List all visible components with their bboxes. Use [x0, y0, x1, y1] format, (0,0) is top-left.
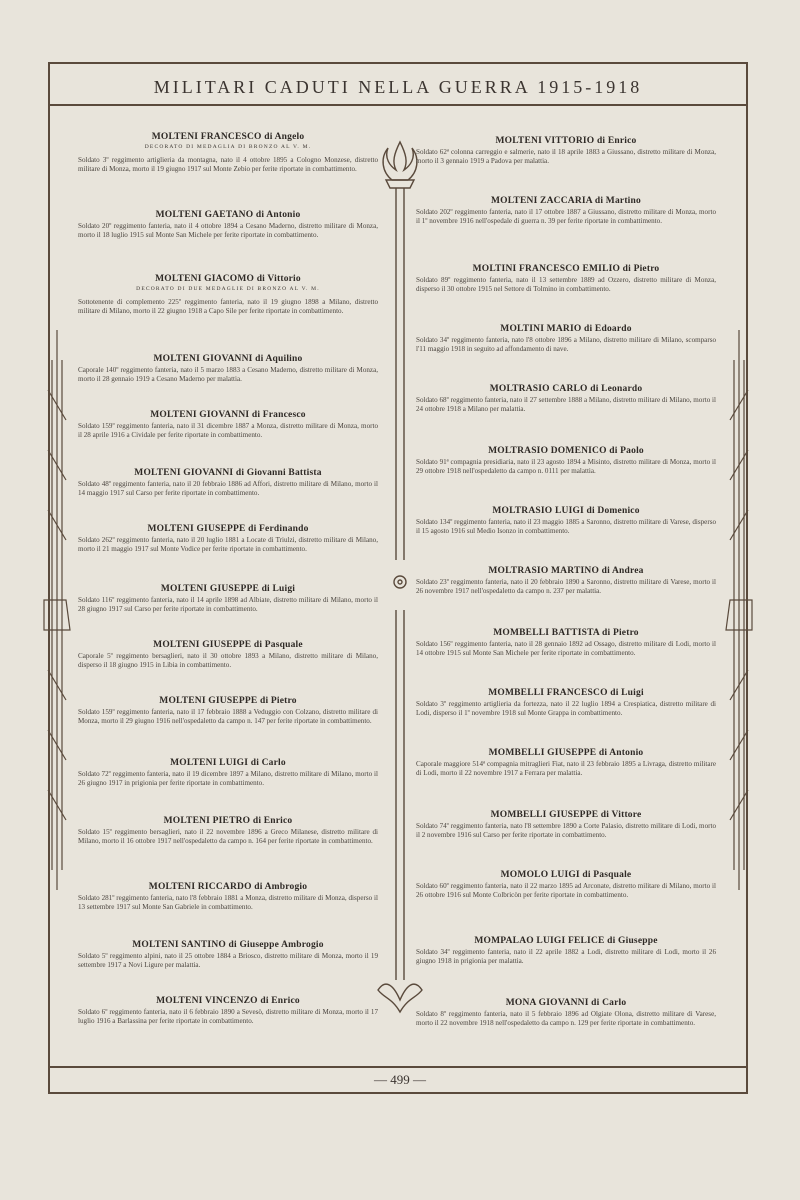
record-text: Soldato 89º reggimento fanteria, nato il 13 settembre 1889 ad Ozzero, distretto militare di Monza, disperso il 30 ottobre 1915 nel Settore di Tolmino in combattimento.: [416, 276, 716, 293]
record-entry: [416, 748, 716, 777]
record-decoration: DECORATO DI MEDAGLIA DI BRONZO AL V. M.: [144, 144, 312, 150]
record-entry: [416, 628, 716, 657]
record-entry: [78, 584, 378, 613]
record-name: MOLTINI MARIO di Edoardo: [500, 324, 632, 334]
record-name: MOLTENI GIACOMO di Vittorio: [155, 274, 301, 284]
record-text: Soldato 6º reggimento fanteria, nato il 6 febbraio 1890 a Sevesò, distretto militare di Monza, morto il 17 luglio 1916 a Barlassina per ferite riportate in combattimento.: [78, 1008, 378, 1025]
record-name: MOLTENI GIOVANNI di Giovanni Battista: [134, 468, 322, 478]
record-name: MOMBELLI GIUSEPPE di Antonio: [488, 748, 644, 758]
record-name: MOLTRASIO CARLO di Leonardo: [489, 384, 643, 394]
record-entry: [78, 410, 378, 439]
record-text: Soldato 156º reggimento fanteria, nato il 28 gennaio 1892 ad Ossago, distretto militare di Lodi, morto il 14 ottobre 1915 sul Monte San Michele per ferite riportate in combattimento.: [416, 640, 716, 657]
left-fasces-ornament: [40, 330, 74, 890]
record-name: MOLTENI GAETANO di Antonio: [155, 210, 301, 220]
record-text: Soldato 34º reggimento fanteria, nato il 22 aprile 1882 a Lodi, distretto militare di Lodi, morto il 26 giugno 1918 in prigionia per malattia.: [416, 948, 716, 965]
record-text: Soldato 72º reggimento fanteria, nato il 19 dicembre 1897 a Milano, distretto militare di Milano, morto il 26 giugno 1917 in prigionia per ferite riportate in combattimento.: [78, 770, 378, 787]
record-entry: [416, 870, 716, 899]
record-name: MOLTENI ZACCARIA di Martino: [491, 196, 641, 206]
record-entry: [78, 696, 378, 725]
right-fasces-ornament: [722, 330, 756, 890]
record-text: Soldato 62ª colonna carreggio e salmerie, nato il 18 aprile 1883 a Giussano, distretto militare di Monza, morto il 3 gennaio 1919 a Padova per malattia.: [416, 148, 716, 165]
record-entry: [78, 524, 378, 553]
record-entry: [78, 210, 378, 239]
record-text: Soldato 68º reggimento fanteria, nato il 27 settembre 1888 a Milano, distretto militare di Milano, morto il 24 ottobre 1918 a Milano per malattia.: [416, 396, 716, 413]
record-text: Soldato 3º reggimento artiglieria da montagna, nato il 4 ottobre 1895 a Cologno Monzese, distretto militare di Monza, morto il 19 giugno 1917 sul Monte Zebio per ferite riportate in combattimento.: [78, 156, 378, 173]
record-text: Soldato 60º reggimento fanteria, nato il 22 marzo 1895 ad Arconate, distretto militare di Milano, morto il 26 ottobre 1916 sul Monte Colbricòn per ferite riportate in combattimento.: [416, 882, 716, 899]
record-text: Soldato 159º reggimento fanteria, nato il 17 febbraio 1888 a Veduggio con Colzano, distretto militare di Monza, morto il 29 giugno 1916 nell'ospedaletto da campo n. 147 per ferite riportate in combattimento.: [78, 708, 378, 725]
record-entry: [78, 640, 378, 669]
record-entry: [416, 936, 716, 965]
record-text: Soldato 5º reggimento alpini, nato il 25 ottobre 1884 a Briosco, distretto militare di Monza, morto il 19 settembre 1917 a Novi Ligure per malattia.: [78, 952, 378, 969]
record-name: MOLTENI VINCENZO di Enrico: [156, 996, 300, 1006]
record-entry: [78, 468, 378, 497]
record-text: Caporale 5º reggimento bersaglieri, nato il 30 ottobre 1893 a Milano, distretto militare di Milano, disperso il 18 giugno 1915 in Libia in combattimento.: [78, 652, 378, 669]
page-title: MILITARI CADUTI NELLA GUERRA 1915-1918: [50, 64, 746, 106]
record-text: Soldato 15º reggimento bersaglieri, nato il 22 novembre 1896 a Greco Milanese, distretto militare di Milano, morto il 16 ottobre 1917 nell'ospedaletto da campo n. 164 per ferite riportate in combattimento.: [78, 828, 378, 845]
record-name: MOLTENI GIOVANNI di Francesco: [150, 410, 306, 420]
record-text: Soldato 134º reggimento fanteria, nato il 23 maggio 1885 a Saronno, distretto militare di Varese, disperso il 15 agosto 1916 sul Medio Isonzo in combattimento.: [416, 518, 716, 535]
record-text: Soldato 20º reggimento fanteria, nato il 4 ottobre 1894 a Cesano Maderno, distretto militare di Monza, morto il 18 luglio 1915 sul Monte San Michele per ferite riportate in combattimento.: [78, 222, 378, 239]
page-number: — 499 —: [374, 1072, 426, 1087]
record-text: Soldato 91ª compagnia presidiaria, nato il 23 agosto 1894 a Misinto, distretto militare di Monza, morto il 29 ottobre 1918 nell'ospedaletto da campo n. 0111 per malattia.: [416, 458, 716, 475]
record-entry: [416, 264, 716, 293]
record-entry: [416, 566, 716, 595]
record-entry: [78, 882, 378, 911]
record-name: MOMBELLI GIUSEPPE di Vittore: [490, 810, 642, 820]
record-entry: [416, 196, 716, 225]
record-name: MOLTENI GIUSEPPE di Pietro: [159, 696, 297, 706]
record-name: MOLTENI GIUSEPPE di Ferdinando: [147, 524, 309, 534]
record-name: MOLTINI FRANCESCO EMILIO di Pietro: [472, 264, 660, 274]
record-name: MOLTENI SANTINO di Giuseppe Ambrogio: [132, 940, 324, 950]
record-entry: [78, 132, 378, 173]
record-name: MOLTENI GIOVANNI di Aquilino: [153, 354, 303, 364]
record-entry: [416, 998, 716, 1027]
record-text: Soldato 159º reggimento fanteria, nato il 31 dicembre 1887 a Monza, distretto militare di Monza, morto il 28 aprile 1916 a Cividale per ferite riportate in combattimento.: [78, 422, 378, 439]
record-text: Caporale 140º reggimento fanteria, nato il 5 marzo 1883 a Cesano Maderno, distretto militare di Monza, morto il 28 gennaio 1919 a Cesano Maderno per malattia.: [78, 366, 378, 383]
record-text: Soldato 48º reggimento fanteria, nato il 20 febbraio 1886 ad Affori, distretto militare di Milano, morto il 14 maggio 1917 sul Carso per ferite riportate in combattimento.: [78, 480, 378, 497]
record-entry: [416, 446, 716, 475]
footer-rule: [50, 1066, 746, 1068]
record-entry: [416, 688, 716, 717]
record-entry: [78, 354, 378, 383]
record-name: MOLTENI GIUSEPPE di Pasquale: [153, 640, 303, 650]
record-text: Soldato 3º reggimento artiglieria da fortezza, nato il 22 luglio 1894 a Crespiatica, distretto militare di Lodi, disperso il 1º novembre 1918 sul Monte Grappa in combattimento.: [416, 700, 716, 717]
record-text: Soldato 23º reggimento fanteria, nato il 20 febbraio 1890 a Saronno, distretto militare di Varese, morto il 26 novembre 1917 nell'ospedaletto da campo n. 237 per malattia.: [416, 578, 716, 595]
record-entry: [416, 136, 716, 165]
record-entry: [416, 324, 716, 353]
record-name: MOLTENI PIETRO di Enrico: [163, 816, 293, 826]
record-text: Sottotenente di complemento 225º reggimento fanteria, nato il 19 giugno 1898 a Milano, distretto militare di Milano, morto il 22 giugno 1918 a Capo Sile per ferite riportate in combattimento.: [78, 298, 378, 315]
record-decoration: DECORATO DI DUE MEDAGLIE DI BRONZO AL V. M.: [136, 286, 320, 292]
record-text: Caporale maggiore 514ª compagnia mitraglieri Fiat, nato il 23 febbraio 1895 a Livraga, distretto militare di Lodi, morto il 22 novembre 1917 a Ferrara per malattia.: [416, 760, 716, 777]
record-entry: [78, 940, 378, 969]
record-entry: [416, 810, 716, 839]
record-text: Soldato 8º reggimento fanteria, nato il 5 febbraio 1896 ad Olgiate Olona, distretto militare di Varese, morto il 22 novembre 1918 nell'ospedaletto da campo n. 129 per ferite riportate in combattimento.: [416, 1010, 716, 1027]
record-entry: [416, 506, 716, 535]
record-name: MOLTENI LUIGI di Carlo: [170, 758, 286, 768]
record-text: Soldato 116º reggimento fanteria, nato il 14 aprile 1898 ad Albiate, distretto militare di Milano, morto il 28 giugno 1917 sul Carso per ferite riportate in combattimento.: [78, 596, 378, 613]
record-name: MOLTENI RICCARDO di Ambrogio: [148, 882, 308, 892]
record-entry: [78, 758, 378, 787]
record-name: MOMBELLI BATTISTA di Pietro: [493, 628, 639, 638]
record-name: MOLTENI FRANCESCO di Angelo: [151, 132, 305, 142]
record-name: MOLTRASIO LUIGI di Domenico: [492, 506, 640, 516]
record-name: MOLTENI GIUSEPPE di Luigi: [160, 584, 296, 594]
record-text: Soldato 262º reggimento fanteria, nato il 20 luglio 1881 a Locate di Triulzi, distretto militare di Milano, morto il 21 maggio 1917 sul Monte Vodice per ferite riportate in combattimento.: [78, 536, 378, 553]
record-text: Soldato 34º reggimento fanteria, nato l'8 ottobre 1896 a Milano, distretto militare di Milano, scomparso l'11 maggio 1918 in seguito ad affondamento di nave.: [416, 336, 716, 353]
record-name: MONA GIOVANNI di Carlo: [505, 998, 627, 1008]
record-text: Soldato 281º reggimento fanteria, nato l'8 febbraio 1881 a Monza, distretto militare di Monza, disperso il 13 settembre 1917 sul Monte San Gabriele in combattimento.: [78, 894, 378, 911]
record-name: MOMPALAO LUIGI FELICE di Giuseppe: [474, 936, 658, 946]
record-text: Soldato 202º reggimento fanteria, nato il 17 ottobre 1887 a Giussano, distretto militare di Monza, morto il 1º novembre 1916 nell'ospedale di guerra n. 39 per ferite riportate in combattimento.: [416, 208, 716, 225]
record-name: MOMBELLI FRANCESCO di Luigi: [488, 688, 644, 698]
record-name: MOLTENI VITTORIO di Enrico: [495, 136, 637, 146]
record-entry: [78, 996, 378, 1025]
record-entry: [78, 274, 378, 315]
record-entry: [416, 384, 716, 413]
record-name: MOLTRASIO MARTINO di Andrea: [488, 566, 644, 576]
record-entry: [78, 816, 378, 845]
record-text: Soldato 74º reggimento fanteria, nato l'8 settembre 1890 a Corte Palasio, distretto militare di Lodi, morto il 2 novembre 1916 sul Carso per ferite riportate in combattimento.: [416, 822, 716, 839]
record-name: MOMOLO LUIGI di Pasquale: [500, 870, 632, 880]
record-name: MOLTRASIO DOMENICO di Paolo: [488, 446, 644, 456]
